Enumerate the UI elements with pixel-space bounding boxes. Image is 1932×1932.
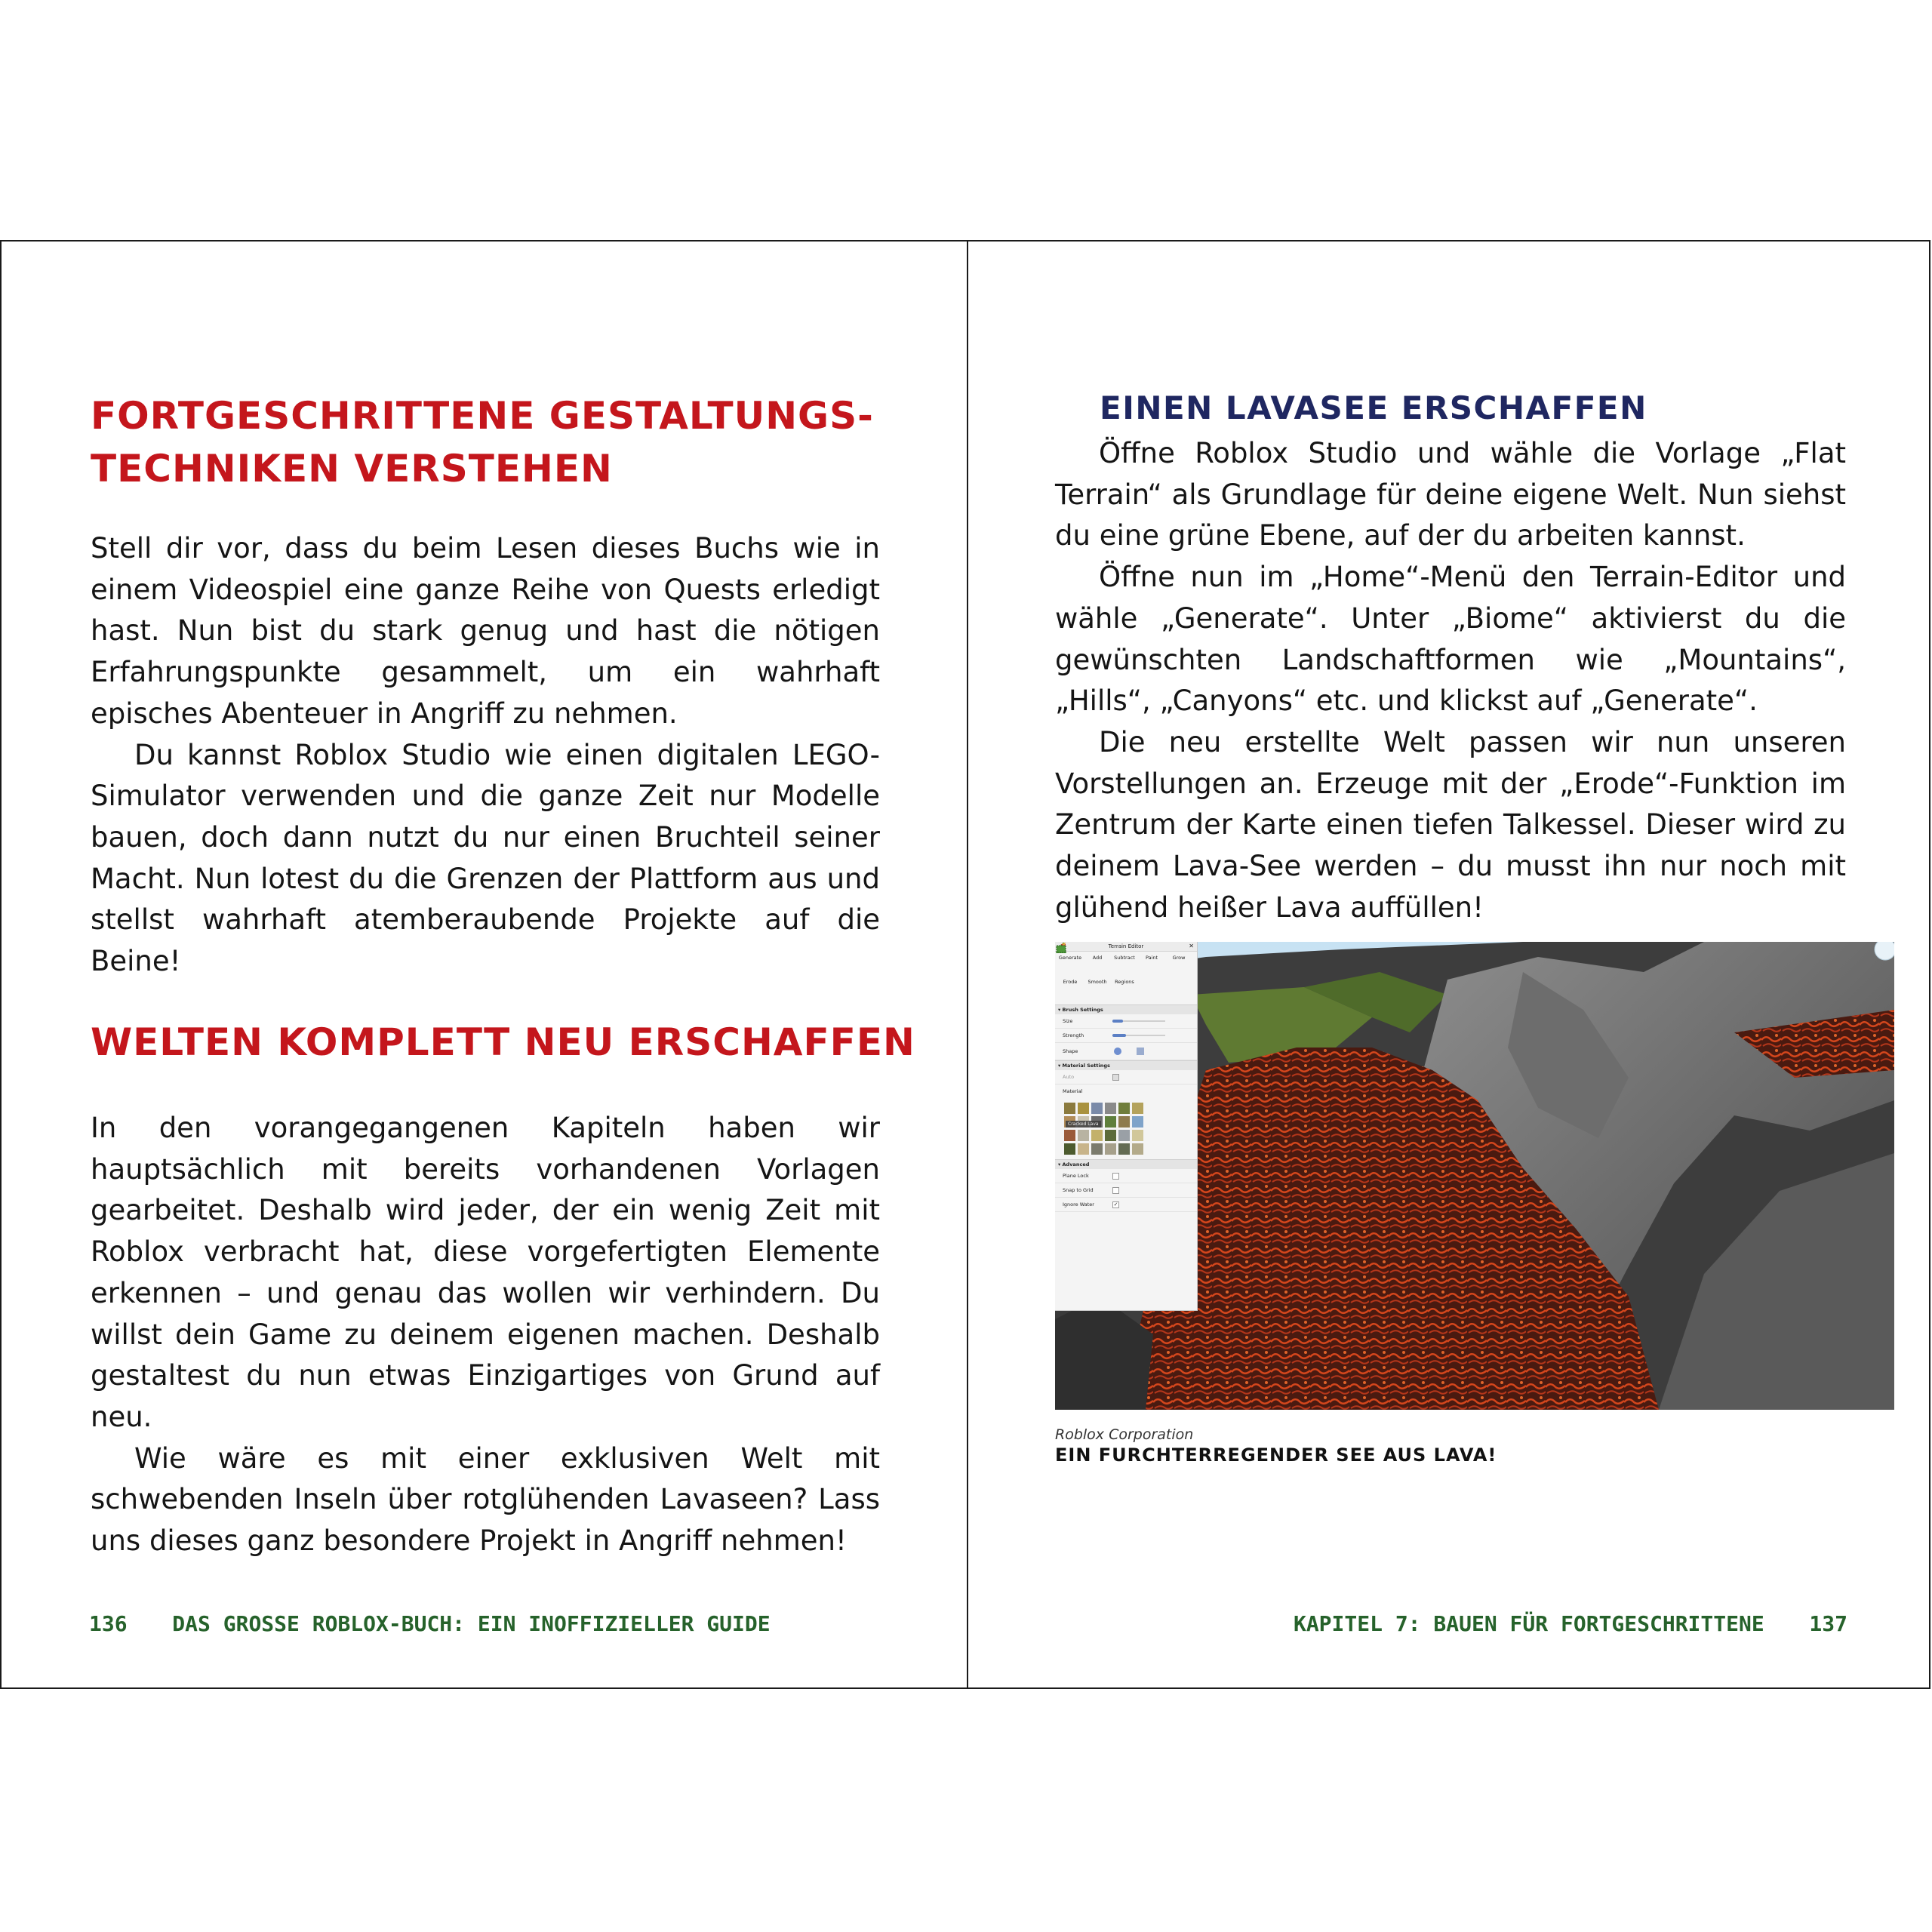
page-number: 137	[1809, 1611, 1847, 1636]
tool-erode[interactable]	[1057, 979, 1084, 1003]
material-grid	[1055, 1098, 1197, 1159]
section-heading: WELTEN KOMPLETT NEU ERSCHAFFEN	[91, 1020, 915, 1064]
advanced-label: Advanced	[1062, 1161, 1090, 1168]
running-title: KAPITEL 7: BAUEN FÜR FORTGESCHRITTENE	[1293, 1611, 1764, 1636]
material-swatch[interactable]	[1091, 1103, 1103, 1114]
brush-settings-section[interactable]: ▾ Brush Settings	[1055, 1004, 1197, 1014]
tool-add-label: Add	[1092, 955, 1103, 961]
tool-paint-label: Paint	[1145, 955, 1158, 961]
material-swatch[interactable]	[1118, 1130, 1130, 1141]
strength-row	[1055, 1029, 1197, 1043]
material-swatch[interactable]	[1118, 1143, 1130, 1155]
running-title: DAS GROSSE ROBLOX-BUCH: EIN INOFFIZIELLER GUIDE	[172, 1611, 771, 1636]
ignore-water-checkbox[interactable]: ✓	[1113, 1201, 1118, 1208]
material-row	[1055, 1084, 1197, 1098]
intro-paragraph-2: Du kannst Roblox Studio wie einen digitalen LEGO-Simulator verwenden und die ganze Zeit nur Modelle bauen, doch dann nutzt du nur einen Bruchteil seiner Macht. Nun lotest du die Grenzen der Plattform aus und stellst wahrhaft atemberaubende Projekte auf die Beine!	[91, 738, 880, 978]
tool-generate[interactable]	[1057, 955, 1084, 979]
material-swatch[interactable]	[1132, 1143, 1143, 1155]
left-page	[2, 242, 967, 1687]
tool-smooth-label: Smooth	[1088, 979, 1107, 985]
figure-credit: Roblox Corporation	[1055, 1426, 1194, 1443]
plane-lock-row	[1055, 1169, 1197, 1183]
tool-grow-label: Grow	[1172, 955, 1186, 961]
book-spread	[0, 240, 1930, 1689]
size-label: Size	[1063, 1018, 1073, 1024]
tool-regions[interactable]	[1111, 979, 1138, 1003]
right-page	[968, 242, 1932, 1687]
material-swatch[interactable]	[1132, 1116, 1143, 1128]
material-swatch[interactable]	[1105, 1143, 1116, 1155]
material-swatch[interactable]	[1078, 1143, 1089, 1155]
terrain-editor-title-text: Terrain Editor	[1108, 943, 1144, 949]
tool-grow[interactable]	[1165, 955, 1192, 979]
subsection-paragraph-2: Öffne nun im „Home“-Menü den Terrain-Editor und wähle „Generate“. Unter „Biome“ aktivierst du die gewünschten Landschaftformen wie „Mountains“, „Hills“, „Canyons“ etc. und klickst auf „Generate“.	[1055, 561, 1846, 718]
ignore-water-row	[1055, 1198, 1197, 1212]
tool-add[interactable]	[1084, 955, 1111, 979]
lava-lake-screenshot	[1055, 942, 1894, 1410]
size-row	[1055, 1014, 1197, 1029]
snap-to-grid-label: Snap to Grid	[1063, 1187, 1094, 1193]
section-paragraph-2: Wie wäre es mit einer exklusiven Welt mit schwebenden Inseln über rotglühenden Lavaseen? Lass uns dieses ganz besondere Projekt in Angriff nehmen!	[91, 1441, 880, 1558]
material-tooltip: Cracked Lava	[1066, 1121, 1101, 1128]
section-paragraph-1: In den vorangegangenen Kapiteln haben wir hauptsächlich mit bereits vorhandenen Vorlagen gearbeitet. Deshalb wird jeder, der ein wenig Zeit mit Roblox verbracht hat, diese vorgefertigten Elemente erkennen – und genau das wollen wir verhindern. Du willst dein Game zu deinem eigenen machen. Deshalb gestaltest du nun etwas Einzigartiges von Grund auf neu.	[91, 1112, 880, 1433]
material-swatch[interactable]	[1105, 1130, 1116, 1141]
material-swatch[interactable]	[1118, 1103, 1130, 1114]
tool-subtract[interactable]	[1111, 955, 1138, 979]
terrain-editor-title	[1055, 942, 1197, 952]
right-footer	[1294, 1609, 1847, 1639]
ignore-water-label: Ignore Water	[1063, 1201, 1094, 1208]
tool-regions-label: Regions	[1115, 979, 1134, 985]
snap-to-grid-checkbox[interactable]	[1112, 1187, 1119, 1194]
advanced-section[interactable]: ▾ Advanced	[1055, 1159, 1197, 1169]
chapter-heading-line-2: TECHNIKEN VERSTEHEN	[91, 447, 613, 491]
intro-text	[91, 528, 880, 983]
chapter-heading	[91, 389, 874, 495]
page-number: 136	[89, 1611, 128, 1636]
plane-lock-checkbox[interactable]	[1112, 1173, 1119, 1180]
material-swatch[interactable]	[1132, 1130, 1143, 1141]
snap-to-grid-row	[1055, 1183, 1197, 1198]
intro-paragraph-1: Stell dir vor, dass du beim Lesen dieses Buchs wie in einem Videospiel eine ganze Reihe von Quests erledigt hast. Nun bist du stark genug und hast die nötigen Erfahrungspunkte gesammelt, um ein wahrhaft episches Abenteuer in Angriff zu nehmen.	[91, 532, 880, 730]
material-swatch[interactable]	[1078, 1130, 1089, 1141]
section-text	[91, 1108, 880, 1562]
material-settings-section[interactable]: ▾ Material Settings	[1055, 1060, 1197, 1070]
shape-label: Shape	[1063, 1048, 1078, 1054]
material-swatch[interactable]	[1078, 1103, 1089, 1114]
cube-shape-icon[interactable]	[1137, 1048, 1144, 1055]
material-swatch[interactable]	[1105, 1103, 1116, 1114]
chapter-heading-line-1: FORTGESCHRITTENE GESTALTUNGS-	[91, 394, 874, 438]
strength-slider[interactable]	[1112, 1035, 1165, 1036]
material-swatch[interactable]	[1105, 1116, 1116, 1128]
material-settings-label: Material Settings	[1062, 1063, 1110, 1069]
figure-caption: EIN FURCHTERREGENDER SEE AUS LAVA!	[1055, 1444, 1497, 1466]
terrain-editor-panel	[1055, 942, 1198, 1311]
tool-subtract-label: Subtract	[1114, 955, 1135, 961]
sky-marker	[1875, 942, 1894, 960]
material-swatch[interactable]	[1091, 1143, 1103, 1155]
close-icon[interactable]: ✕	[1189, 943, 1194, 949]
subsection-paragraph-1: Öffne Roblox Studio und wähle die Vorlage „Flat Terrain“ als Grundlage für deine eigene Welt. Nun siehst du eine grüne Ebene, auf der du arbeiten kannst.	[1055, 437, 1846, 552]
plane-lock-label: Plane Lock	[1063, 1173, 1089, 1179]
auto-label: Auto	[1063, 1074, 1075, 1080]
material-swatch[interactable]	[1064, 1143, 1075, 1155]
sphere-shape-icon[interactable]	[1114, 1048, 1121, 1055]
regions-icon	[1055, 942, 1067, 954]
terrain-tools	[1055, 952, 1197, 1004]
brush-settings-label: Brush Settings	[1062, 1007, 1103, 1013]
auto-row	[1055, 1070, 1197, 1084]
size-slider[interactable]	[1112, 1020, 1165, 1022]
auto-checkbox[interactable]	[1112, 1074, 1119, 1081]
strength-label: Strength	[1063, 1032, 1084, 1038]
subsection-heading: EINEN LAVASEE ERSCHAFFEN	[1100, 389, 1647, 426]
material-swatch[interactable]	[1091, 1130, 1103, 1141]
size-slider-fill	[1112, 1020, 1123, 1023]
material-swatch[interactable]	[1132, 1103, 1143, 1114]
tool-paint[interactable]	[1138, 955, 1165, 979]
material-label: Material	[1063, 1088, 1083, 1094]
tool-smooth[interactable]	[1084, 979, 1111, 1003]
subsection-paragraph-3: Die neu erstellte Welt passen wir nun unseren Vorstellungen an. Erzeuge mit der „Erode“-Funktion im Zentrum der Karte einen tiefen Talkessel. Dieser wird zu deinem Lava-See werden – du musst ihn nur noch mit glühend heißer Lava auffüllen!	[1055, 725, 1846, 924]
material-swatch[interactable]	[1064, 1130, 1075, 1141]
left-footer	[89, 1609, 771, 1639]
subsection-text	[1055, 433, 1846, 928]
tool-generate-label: Generate	[1058, 955, 1082, 961]
shape-row	[1055, 1043, 1197, 1060]
tool-erode-label: Erode	[1063, 979, 1078, 985]
material-swatch[interactable]	[1064, 1103, 1075, 1114]
strength-slider-fill	[1112, 1034, 1126, 1037]
material-swatch[interactable]	[1118, 1116, 1130, 1128]
